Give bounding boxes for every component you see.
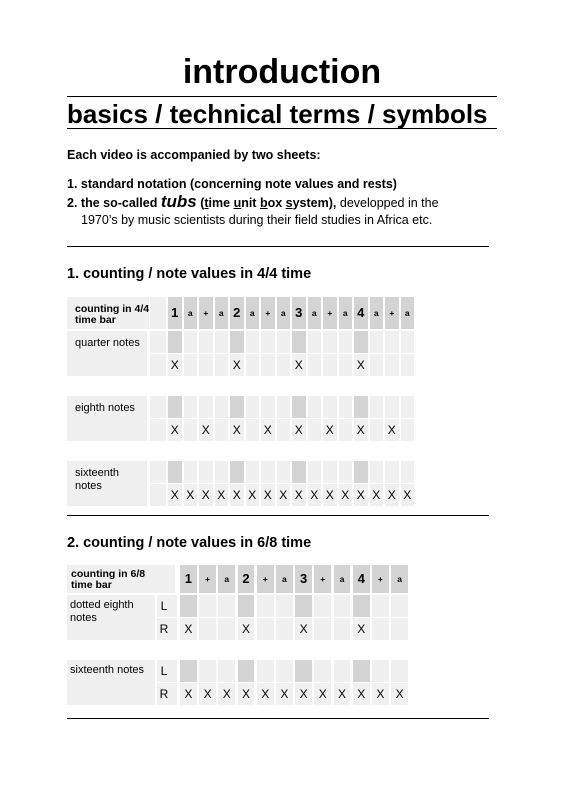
letter-s: s <box>285 196 293 210</box>
tub-mark: X <box>299 687 308 701</box>
list-text-tail: developped in the <box>336 196 439 210</box>
letter-u: u <box>233 196 242 210</box>
row-label: dotted eighth notes <box>70 599 134 624</box>
tub-cell <box>339 331 353 353</box>
tub-cell <box>323 331 337 353</box>
tub-cell <box>184 461 198 483</box>
divider <box>67 718 489 719</box>
tub-cell <box>314 618 331 640</box>
beat-label: 1 <box>184 571 193 586</box>
tub-mark: X <box>232 488 241 502</box>
tub-cell <box>184 331 198 353</box>
tub-cell <box>246 461 260 483</box>
tub-mark: X <box>294 488 303 502</box>
hand-label: R <box>159 687 169 701</box>
row-label: sixteenth notes <box>70 664 144 676</box>
beat-label: a <box>218 308 224 318</box>
tub-mark: X <box>241 687 250 701</box>
tub-cell <box>184 396 198 418</box>
tub-mark: X <box>184 687 193 701</box>
tub-cell <box>238 595 255 617</box>
tub-cell <box>401 354 415 376</box>
tub-mark: X <box>356 358 365 372</box>
tub-cell <box>246 396 260 418</box>
beat-label: 3 <box>295 305 303 320</box>
tub-cell <box>199 331 213 353</box>
tub-cell <box>370 396 384 418</box>
beat-label: + <box>265 308 271 318</box>
tub-mark: X <box>248 488 257 502</box>
tub-cell <box>353 595 370 617</box>
paren-open: ( <box>200 196 205 210</box>
tub-mark: X <box>372 488 381 502</box>
tub-cell <box>257 618 274 640</box>
tub-mark: X <box>325 423 334 437</box>
tub-cell <box>218 660 235 682</box>
tub-mark: X <box>217 488 226 502</box>
divider <box>67 246 489 247</box>
tub-cell <box>370 331 384 353</box>
tub-cell <box>246 419 260 441</box>
tub-cell <box>276 618 293 640</box>
tub-mark: X <box>241 622 250 636</box>
tub-cell <box>370 461 384 483</box>
tub-mark: X <box>310 488 319 502</box>
tub-cell <box>277 419 291 441</box>
tub-cell <box>257 595 274 617</box>
tub-mark: X <box>356 488 365 502</box>
tub-mark: X <box>294 358 303 372</box>
beat-label: + <box>320 574 326 584</box>
tub-cell <box>168 331 182 353</box>
tub-cell <box>215 461 229 483</box>
tub-cell <box>180 595 197 617</box>
letter-b: b <box>259 196 268 210</box>
word-unit: nit <box>241 196 260 210</box>
beat-label: + <box>389 308 395 318</box>
intro-text: Each video is accompanied by two sheets: <box>67 148 321 162</box>
section2-heading: 2. counting / note values in 6/8 time <box>67 535 312 551</box>
spacer-cell <box>150 419 166 441</box>
tub-cell <box>308 354 322 376</box>
beat-label: 2 <box>242 571 250 586</box>
tub-cell <box>215 354 229 376</box>
tub-cell <box>334 660 351 682</box>
tub-cell <box>277 461 291 483</box>
tub-cell <box>246 354 260 376</box>
tub-cell <box>184 354 198 376</box>
tub-cell <box>215 419 229 441</box>
tub-cell <box>215 396 229 418</box>
beat-label: a <box>311 308 317 318</box>
title-rule <box>67 96 497 97</box>
tub-cell <box>353 660 370 682</box>
tub-mark: X <box>356 423 365 437</box>
tub-cell <box>308 396 322 418</box>
tub-mark: X <box>232 423 241 437</box>
beat-label: + <box>203 308 209 318</box>
beat-label: a <box>373 308 379 318</box>
tub-mark: X <box>232 358 241 372</box>
tub-cell <box>180 660 197 682</box>
tub-cell <box>339 354 353 376</box>
tub-cell <box>261 331 275 353</box>
header-spacer-cell <box>150 297 166 329</box>
tub-mark: X <box>170 423 179 437</box>
tub-cell <box>314 660 331 682</box>
tub-cell <box>246 331 260 353</box>
list-text: standard notation (concerning note values and rests) <box>80 177 397 191</box>
page-subtitle: basics / technical terms / symbols <box>67 99 488 129</box>
tub-mark: X <box>263 423 272 437</box>
tub-cell <box>323 396 337 418</box>
tub-cell <box>292 461 306 483</box>
beat-label: 4 <box>357 571 365 586</box>
row-label: sixteenth notes <box>75 467 120 492</box>
beat-label: a <box>187 308 193 318</box>
tub-mark: X <box>376 687 385 701</box>
tub-cell <box>295 660 312 682</box>
tub-cell <box>334 595 351 617</box>
tub-cell <box>385 331 399 353</box>
tub-cell <box>261 396 275 418</box>
tub-cell <box>372 595 389 617</box>
header-label: counting in 6/8 time bar <box>71 568 146 591</box>
tub-cell <box>261 354 275 376</box>
tub-cell <box>292 396 306 418</box>
tub-cell <box>354 461 368 483</box>
tub-cell <box>334 618 351 640</box>
tub-mark: X <box>279 488 288 502</box>
tub-cell <box>257 660 274 682</box>
tub-mark: X <box>170 358 179 372</box>
tub-cell <box>295 595 312 617</box>
tub-mark: X <box>201 488 210 502</box>
tub-cell <box>199 461 213 483</box>
tub-cell <box>238 660 255 682</box>
tub-mark: X <box>357 622 366 636</box>
list-number: 2. <box>67 196 78 210</box>
hand-label: R <box>159 622 169 636</box>
tub-cell <box>218 595 235 617</box>
tub-cell <box>230 461 244 483</box>
tub-cell <box>372 618 389 640</box>
tub-mark: X <box>201 423 210 437</box>
word-box: ox <box>267 196 286 210</box>
tub-mark: X <box>387 488 396 502</box>
beat-label: + <box>327 308 333 318</box>
tub-cell <box>308 331 322 353</box>
tub-cell <box>261 461 275 483</box>
tub-cell <box>230 331 244 353</box>
word-time: ime <box>208 196 234 210</box>
list-text-pre: the so-called <box>80 196 158 210</box>
tub-cell <box>218 618 235 640</box>
tub-cell <box>323 354 337 376</box>
tub-mark: X <box>395 687 404 701</box>
beat-label: 2 <box>233 305 241 320</box>
hand-label: L <box>160 599 168 613</box>
list-number: 1. <box>67 177 78 191</box>
beat-label: a <box>249 308 255 318</box>
tub-cell <box>391 618 408 640</box>
section1-heading: 1. counting / note values in 4/4 time <box>67 266 312 282</box>
tub-cell <box>276 595 293 617</box>
tub-cell <box>199 618 216 640</box>
hand-label: L <box>160 664 168 678</box>
beat-label: a <box>397 574 402 584</box>
spacer-cell <box>150 354 166 376</box>
page-title: introduction <box>182 53 382 91</box>
tub-cell <box>391 660 408 682</box>
tub-cell <box>372 660 389 682</box>
beat-label: + <box>377 574 383 584</box>
tub-cell <box>184 419 198 441</box>
tub-cell <box>277 331 291 353</box>
tub-mark: X <box>222 687 231 701</box>
beat-label: 1 <box>171 305 179 320</box>
tubs-term: tubs <box>160 192 197 211</box>
tub-cell <box>401 331 415 353</box>
beat-label: a <box>404 308 410 318</box>
tub-cell <box>308 419 322 441</box>
tub-mark: X <box>387 423 396 437</box>
tub-mark: X <box>318 687 327 701</box>
spacer-cell <box>150 396 166 418</box>
tub-mark: X <box>337 687 346 701</box>
spacer-cell <box>150 461 166 483</box>
row-label: eighth notes <box>75 402 135 414</box>
beat-label: a <box>342 308 348 318</box>
beat-label: a <box>339 574 345 584</box>
beat-label: 3 <box>299 571 308 586</box>
tub-mark: X <box>299 622 308 636</box>
tub-cell <box>385 396 399 418</box>
tub-cell <box>401 461 415 483</box>
tub-cell <box>354 331 368 353</box>
tub-mark: X <box>294 423 303 437</box>
tub-mark: X <box>263 488 272 502</box>
row-label: quarter notes <box>75 337 140 349</box>
tub-mark: X <box>325 488 334 502</box>
subtitle-rule <box>67 128 497 129</box>
tub-cell <box>323 461 337 483</box>
tub-mark: X <box>261 687 270 701</box>
spacer-cell <box>150 484 166 506</box>
tub-cell <box>230 396 244 418</box>
tub-cell <box>292 331 306 353</box>
beat-label: a <box>282 574 287 584</box>
tub-cell <box>314 595 331 617</box>
tub-mark: X <box>341 488 350 502</box>
tub-cell <box>385 461 399 483</box>
tub-cell <box>385 354 399 376</box>
tub-cell <box>401 396 415 418</box>
tub-cell <box>199 354 213 376</box>
beat-label: 4 <box>357 305 365 320</box>
tub-cell <box>370 354 384 376</box>
list-text-line2: 1970’s by music scientists during their field studies in Africa etc. <box>81 213 433 227</box>
spacer-cell <box>150 331 166 353</box>
tub-cell <box>199 595 216 617</box>
tub-cell <box>339 396 353 418</box>
tub-cell <box>370 419 384 441</box>
tub-cell <box>199 396 213 418</box>
tub-cell <box>339 461 353 483</box>
tub-cell <box>215 331 229 353</box>
tub-mark: X <box>170 488 179 502</box>
tub-cell <box>339 419 353 441</box>
tub-cell <box>308 461 322 483</box>
divider <box>67 515 489 516</box>
beat-label: + <box>205 574 211 584</box>
beat-label: a <box>224 574 230 584</box>
tub-cell <box>354 396 368 418</box>
tub-cell <box>168 461 182 483</box>
tub-cell <box>277 354 291 376</box>
header-label: counting in 4/4 time bar <box>75 303 150 326</box>
tub-mark: X <box>280 687 289 701</box>
list-item-2 <box>67 193 507 229</box>
tub-mark: X <box>186 488 195 502</box>
tub-mark: X <box>403 488 412 502</box>
tub-cell <box>199 660 216 682</box>
tub-cell <box>401 419 415 441</box>
tub-cell <box>276 660 293 682</box>
list-item-1 <box>67 176 507 193</box>
tub-mark: X <box>203 687 212 701</box>
tub-cell <box>277 396 291 418</box>
tub-mark: X <box>184 622 193 636</box>
word-system: ystem), <box>292 196 337 210</box>
tub-cell <box>391 595 408 617</box>
tub-mark: X <box>357 687 366 701</box>
beat-label: + <box>262 574 268 584</box>
letter-t: t <box>204 196 209 210</box>
beat-label: a <box>280 308 286 318</box>
tub-cell <box>168 396 182 418</box>
